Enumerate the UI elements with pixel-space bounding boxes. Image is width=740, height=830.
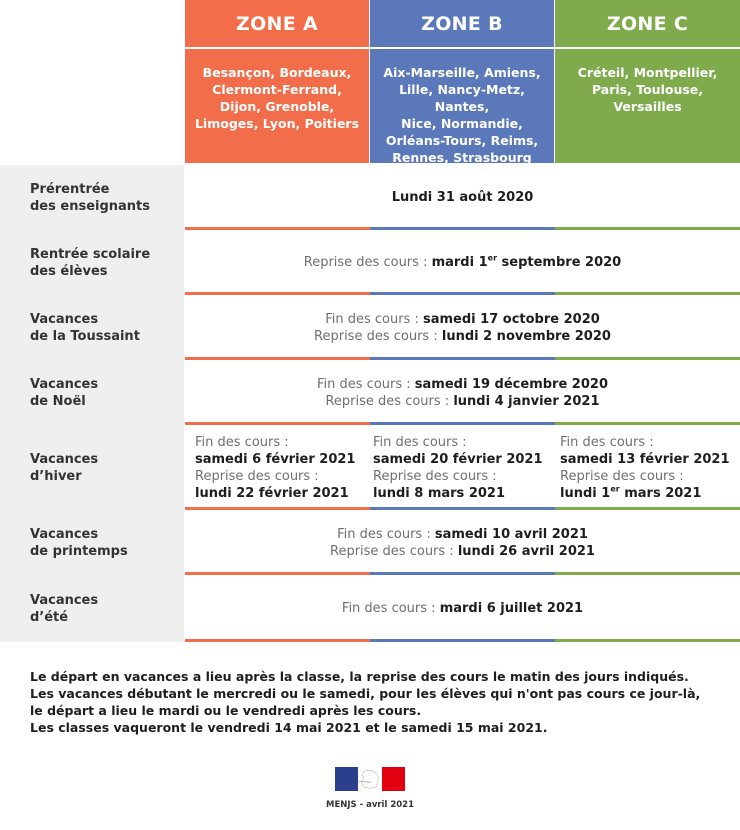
fin-label: Fin des cours : (195, 434, 289, 450)
row-content (185, 360, 740, 425)
date-value: samedi 20 février 2021 (373, 451, 543, 467)
note-line: Les classes vaqueront le vendredi 14 mai 2021 et le samedi 15 mai 2021. (30, 720, 548, 735)
reprise-label: Reprise des cours : (314, 328, 438, 344)
row-label: Rentrée scolaire des élèves (0, 230, 184, 295)
date-value: samedi 13 février 2021 (560, 451, 730, 467)
date-value: mardi 6 juillet 2021 (439, 601, 584, 616)
row-rentree (0, 230, 740, 295)
fin-label: Fin des cours : (341, 601, 436, 616)
zone-a-name: ZONE A (185, 0, 369, 49)
fin-label: Fin des cours : (325, 311, 419, 327)
zone-c-name: ZONE C (555, 0, 740, 49)
row-hiver (0, 425, 740, 510)
reprise-label: Reprise des cours : (303, 255, 428, 270)
zone-c-cities: Créteil, Montpellier, Paris, Toulouse, Versailles (577, 65, 718, 114)
fin-label: Fin des cours : (560, 434, 654, 450)
zone-c-dates (555, 425, 740, 510)
zone-a-cities: Besançon, Bordeaux, Clermont-Ferrand, Dijon, Grenoble, Limoges, Lyon, Poitiers (194, 65, 360, 131)
date-value: lundi 26 avril 2021 (457, 543, 595, 559)
footer-credit: MENJS - avril 2021 (325, 800, 415, 810)
date-value: samedi 19 décembre 2020 (414, 376, 608, 392)
reprise-label: Reprise des cours : (195, 468, 319, 484)
date-value: Lundi 31 août 2020 (391, 190, 534, 205)
date-value: lundi 8 mars 2021 (373, 485, 505, 501)
fin-label: Fin des cours : (373, 434, 467, 450)
zone-b-name: ZONE B (370, 0, 554, 49)
date-value: mardi 1er septembre 2020 (431, 253, 622, 270)
row-content (185, 165, 740, 230)
zone-c-divider (555, 639, 740, 642)
zone-a-dates (185, 425, 370, 510)
reprise-label: Reprise des cours : (560, 468, 684, 484)
date-value: samedi 17 octobre 2020 (422, 311, 600, 327)
row-prerentree (0, 165, 740, 230)
row-content (185, 230, 740, 295)
zone-c-header (555, 0, 740, 163)
fin-label: Fin des cours : (317, 376, 411, 392)
row-label: Vacances de printemps (0, 510, 184, 575)
reprise-label: Reprise des cours : (325, 393, 450, 409)
marianne-logo-icon (335, 767, 405, 791)
note-line: le départ a lieu le mardi ou le vendredi après les cours. (30, 703, 422, 718)
notes (30, 668, 720, 736)
zone-a-divider (185, 639, 370, 642)
row-label: Vacances d’hiver (0, 425, 184, 510)
row-label: Prérentrée des enseignants (0, 165, 184, 230)
row-noel (0, 360, 740, 425)
row-ete (0, 575, 740, 642)
note-line: Les vacances débutant le mercredi ou le samedi, pour les élèves qui n'ont pas cours ce jour-là, (30, 686, 701, 701)
zone-b-cities: Aix-Marseille, Amiens, Lille, Nancy-Metz, Nantes, Nice, Normandie, Orléans-Tours, Reims, Rennes, Strasbourg (383, 65, 541, 165)
reprise-label: Reprise des cours : (330, 543, 454, 559)
zone-a-header (185, 0, 369, 163)
date-value: samedi 6 février 2021 (195, 451, 356, 467)
row-printemps (0, 510, 740, 575)
date-value: lundi 4 janvier 2021 (453, 393, 600, 409)
row-content (185, 295, 740, 360)
zone-b-header (370, 0, 554, 163)
row-toussaint (0, 295, 740, 360)
row-label: Vacances d’été (0, 575, 184, 642)
zone-b-divider (370, 639, 555, 642)
note-line: Le départ en vacances a lieu après la classe, la reprise des cours le matin des jours indiqués. (30, 669, 689, 684)
reprise-label: Reprise des cours : (373, 468, 497, 484)
row-content (185, 510, 740, 575)
date-value: lundi 2 novembre 2020 (441, 328, 611, 344)
row-label: Vacances de la Toussaint (0, 295, 184, 360)
row-label: Vacances de Noël (0, 360, 184, 425)
zone-b-dates (370, 425, 555, 510)
date-value: lundi 1er mars 2021 (560, 484, 702, 501)
date-value: samedi 10 avril 2021 (434, 526, 588, 542)
date-value: lundi 22 février 2021 (195, 485, 349, 501)
row-content (185, 575, 740, 642)
fin-label: Fin des cours : (337, 526, 431, 542)
